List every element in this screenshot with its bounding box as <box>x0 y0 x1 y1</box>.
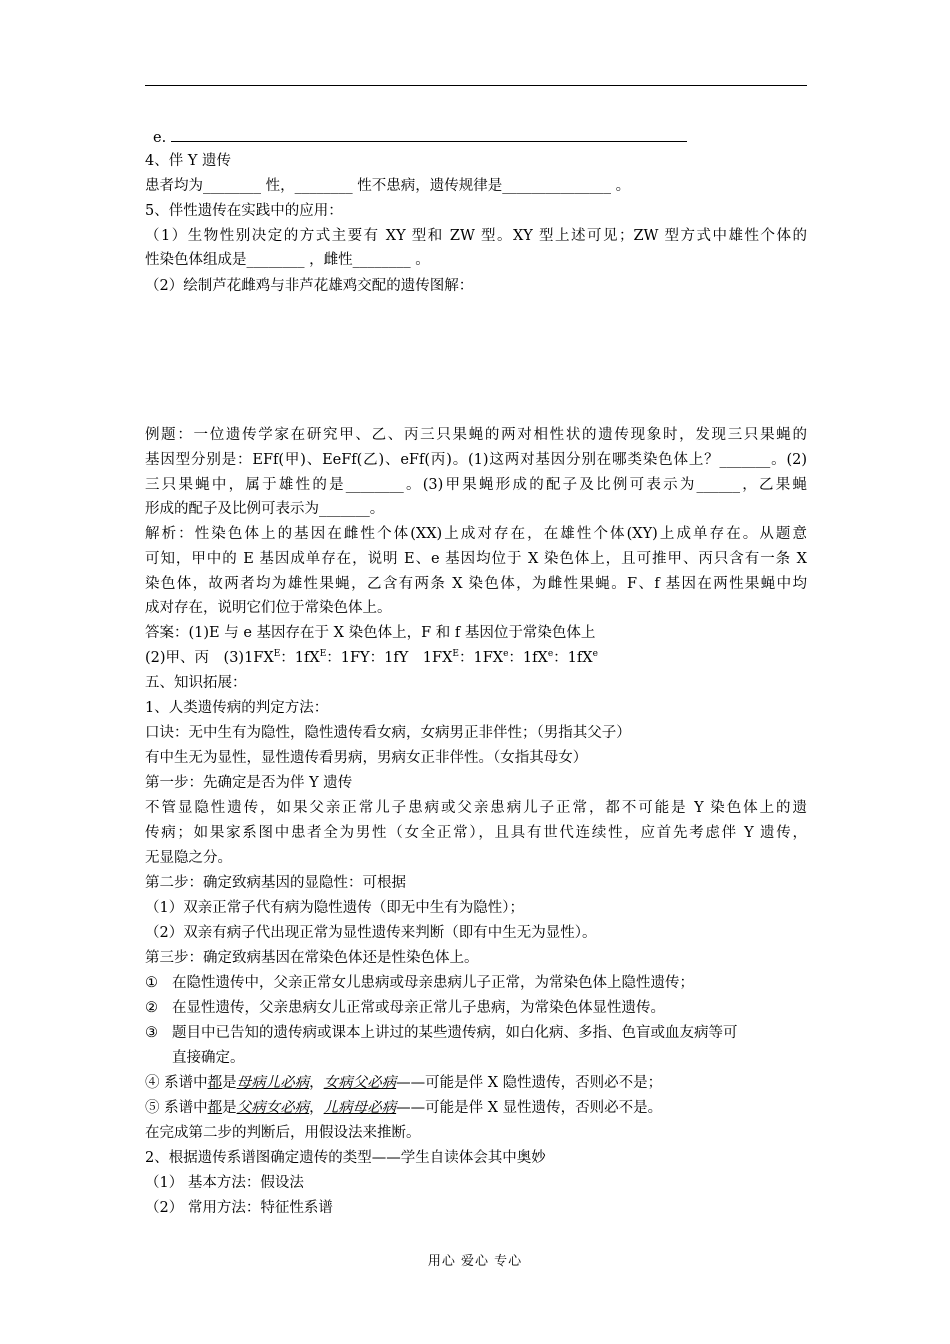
section-5-p1-line1: （1）生物性别决定的方式主要有 XY 型和 ZW 型。XY 型上述可见；ZW 型方式中雄性个体的 <box>145 228 807 244</box>
method-basic: （1） 基本方法：假设法 <box>145 1175 304 1191</box>
step-2-item-2: （2）双亲有病子代出现正常为显性遗传来判断（即有中生无为显性）。 <box>145 925 597 941</box>
analysis-line-1: 解析：性染色体上的基因在雌性个体(XX)上成对存在，在雄性个体(XY)上成单存在。从题意 <box>145 526 807 542</box>
method-common: （2） 常用方法：特征性系谱 <box>145 1200 333 1216</box>
criterion-3: ③ 题目中已告知的遗传病或课本上讲过的某些遗传病，如白化病、多指、色盲或血友病等可 <box>145 1025 738 1041</box>
answer-line-2: (2)甲、丙 $(3)1FX^E$：$1fX^E$：1FY：1fY $1FX^E$：$1FX^e$：$1fX^e$：$1fX^e$ <box>145 649 598 666</box>
header-rule <box>145 85 807 86</box>
blank-line-e: e. <box>153 127 687 149</box>
section-5-p1-line2: 性染色体组成是________ ，雌性________ 。 <box>145 252 430 268</box>
fill-blank <box>171 129 687 142</box>
section-5-title: 5、伴性遗传在实践中的应用： <box>145 203 343 219</box>
criterion-4: ④ 系谱中都是母病儿必病，女病父必病——可能是伴 X 隐性遗传，否则必不是； <box>145 1075 663 1091</box>
example-line-2: 基因型分别是：EFf(甲)、EeFf(乙)、eFf(丙)。(1)这两对基因分别在哪类染色体上？_______。(2) <box>145 452 807 468</box>
step-2-title: 第二步：确定致病基因的显隐性：可根据 <box>145 875 406 891</box>
example-line-1: 例题：一位遗传学家在研究甲、乙、丙三只果蝇的两对相性状的遗传现象时，发现三只果蝇的 <box>145 427 807 443</box>
after-step-2-note: 在完成第二步的判断后，用假设法来推断。 <box>145 1125 421 1141</box>
rhyme-line-2: 有中生无为显性，显性遗传看男病，男病女正非伴性。（女指其母女） <box>145 750 588 766</box>
section-4-line: 患者均为________ 性，________ 性不患病，遗传规律是_______________ 。 <box>145 178 631 194</box>
section-5-p2: （2）绘制芦花雌鸡与非芦花雄鸡交配的遗传图解： <box>145 278 474 294</box>
step-2-item-1: （1）双亲正常子代有病为隐性遗传（即无中生有为隐性）； <box>145 900 524 916</box>
analysis-line-3: 染色体，故两者均为雄性果蝇，乙含有两条 X 染色体，为雌性果蝇。F、f 基因在两性果蝇中均 <box>145 576 807 592</box>
analysis-line-2: 可知，甲中的 E 基因成单存在，说明 E、e 基因均位于 X 染色体上，且可推甲、丙只含有一条 X <box>145 551 807 567</box>
criterion-3-cont: 直接确定。 <box>172 1050 245 1066</box>
step-3-title: 第三步：确定致病基因在常染色体还是性染色体上。 <box>145 950 479 966</box>
knowledge-2-title: 2、根据遗传系谱图确定遗传的类型——学生自读体会其中奥妙 <box>145 1150 546 1166</box>
step-1-title: 第一步：先确定是否为伴 Y 遗传 <box>145 775 353 791</box>
rhyme-line-1: 口诀：无中生有为隐性，隐性遗传看女病，女病男正非伴性；（男指其父子） <box>145 725 631 741</box>
criterion-5: ⑤ 系谱中都是父病女必病，儿病母必病——可能是伴 X 显性遗传，否则必不是。 <box>145 1100 663 1116</box>
example-line-3: 三只果蝇中，属于雄性的是________。(3)甲果蝇形成的配子及比例可表示为______，乙果蝇 <box>145 477 807 493</box>
criterion-2: ② 在显性遗传，父亲患病女儿正常或母亲正常儿子患病，为常染色体显性遗传。 <box>145 1000 665 1016</box>
section-4-title: 4、伴 Y 遗传 <box>145 153 232 169</box>
step-1-body-2: 传病；如果家系图中患者全为男性（女全正常），且具有世代连续性，应首先考虑伴 Y 遗传， <box>145 825 807 841</box>
criterion-1: ① 在隐性遗传中，父亲正常女儿患病或母亲患病儿子正常，为常染色体上隐性遗传； <box>145 975 694 991</box>
knowledge-1-title: 1、人类遗传病的判定方法： <box>145 700 329 716</box>
analysis-line-4: 成对存在，说明它们位于常染色体上。 <box>145 600 392 616</box>
step-1-body-1: 不管显隐性遗传，如果父亲正常儿子患病或父亲患病儿子正常，都不可能是 Y 染色体上的遗 <box>145 800 807 816</box>
section-five-title: 五、知识拓展： <box>145 675 247 691</box>
example-line-4: 形成的配子及比例可表示为_______。 <box>145 501 385 517</box>
step-1-body-3: 无显隐之分。 <box>145 850 232 866</box>
page-footer: 用心 爱心 专心 <box>427 1254 523 1269</box>
answer-line-1: 答案：(1)E 与 e 基因存在于 X 染色体上，F 和 f 基因位于常染色体上 <box>145 625 596 641</box>
